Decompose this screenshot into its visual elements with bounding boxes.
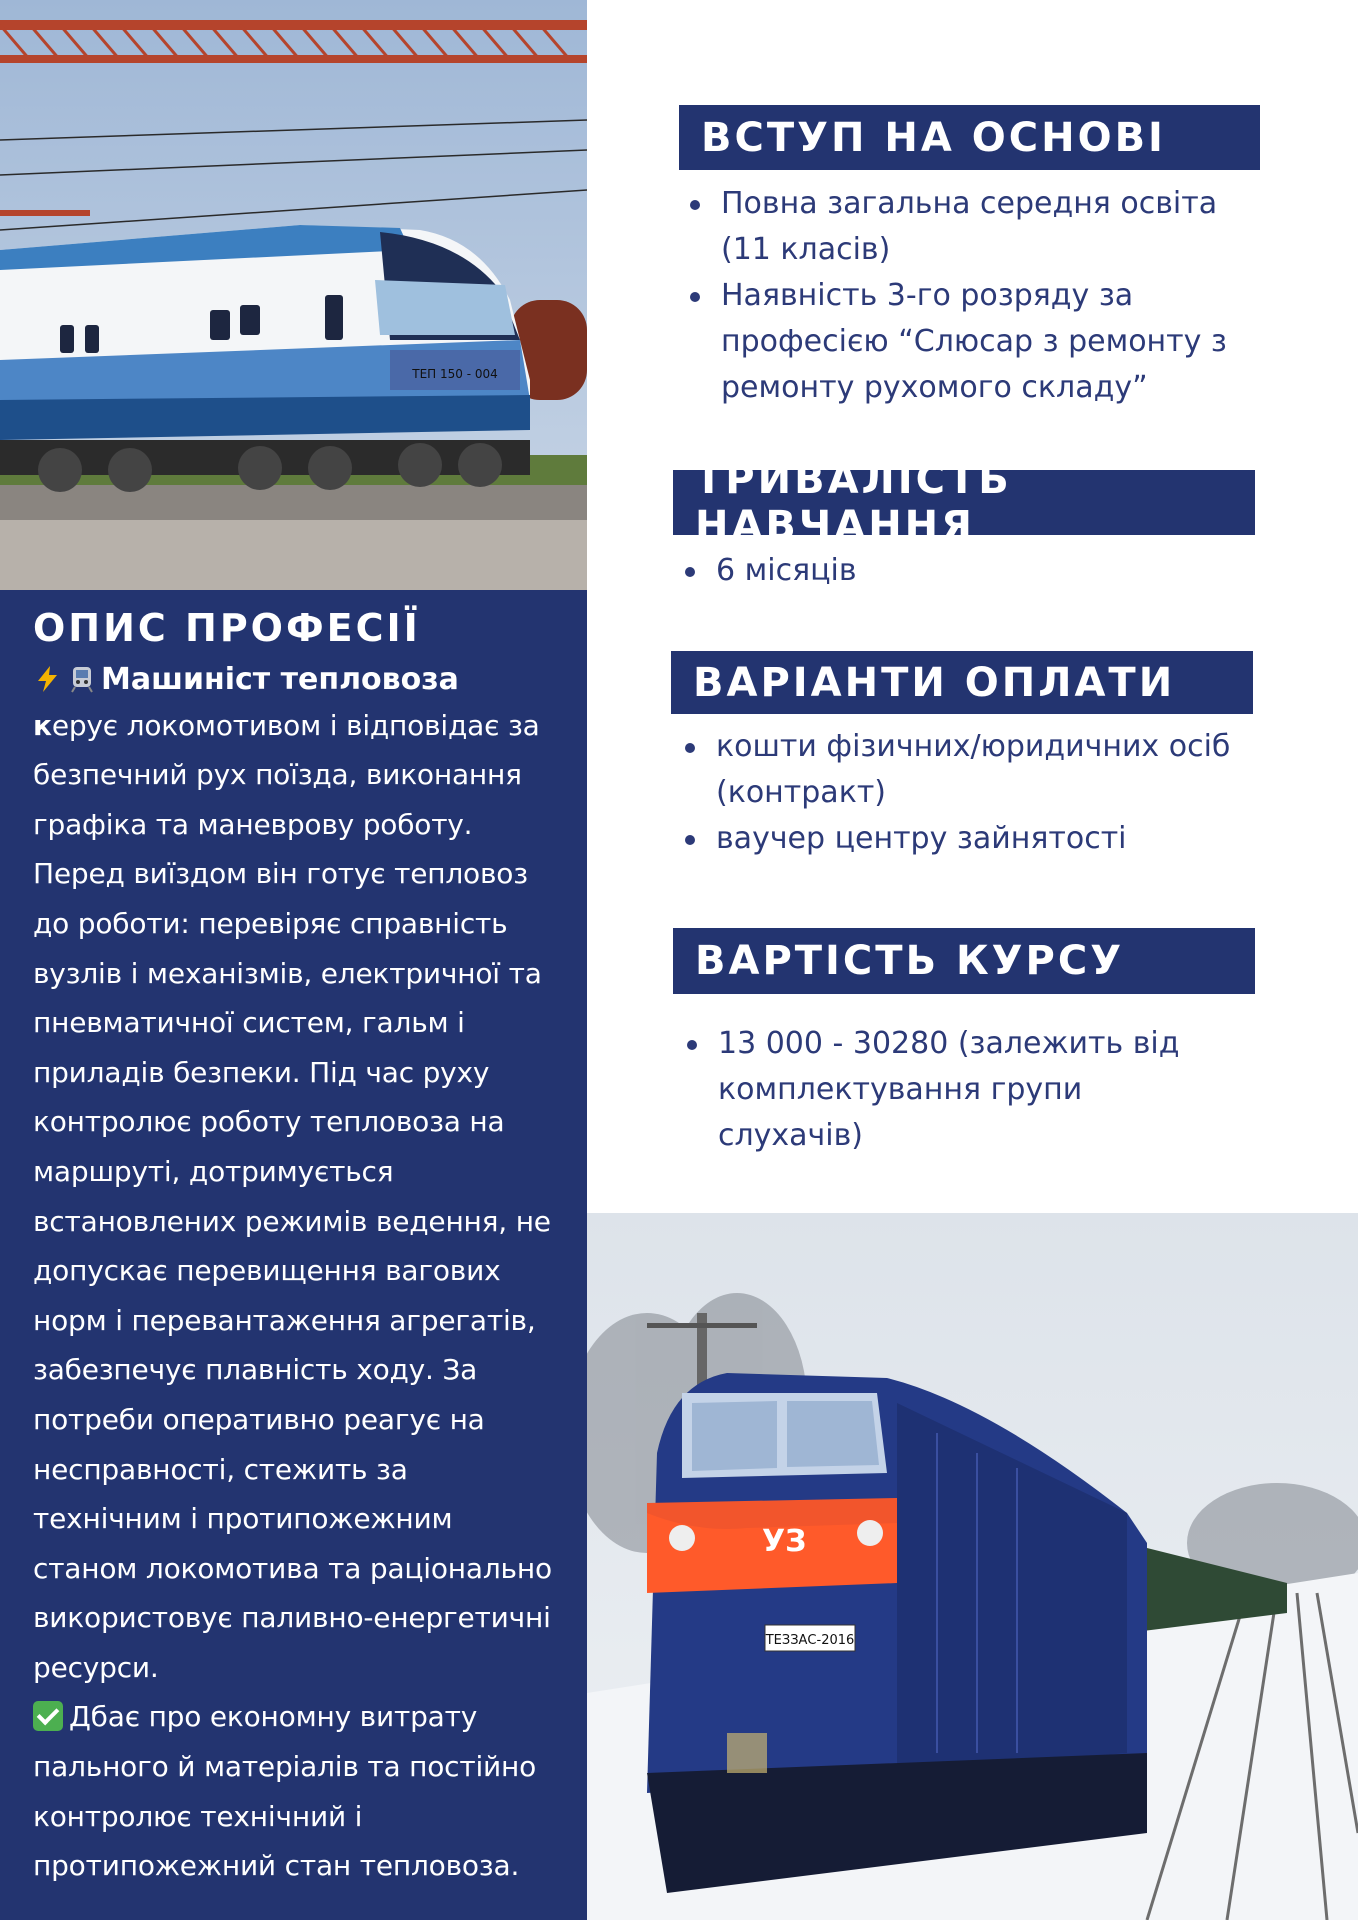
description-subtitle-text: Машиніст тепловоза xyxy=(101,661,459,697)
plate-bottom: ТЕЗЗАС-2016 xyxy=(765,1633,855,1648)
admission-title: ВСТУП НА ОСНОВІ xyxy=(701,114,1166,161)
list-item: 13 000 - 30280 (залежить від комплектування групи слухачів) xyxy=(680,1021,1220,1159)
list-item: кошти фізичних/юридичних осіб (контракт) xyxy=(678,724,1258,816)
description-title: ОПИС ПРОФЕСІЇ xyxy=(33,606,421,650)
description-check-note: Дбає про економну витрату пального й матеріалів та постійно контролює технічний і протипожежний стан тепловоза. xyxy=(33,1700,537,1883)
lightning-icon xyxy=(33,664,63,694)
description-first-letter: к xyxy=(33,708,52,742)
duration-list xyxy=(678,548,1238,594)
locomotive-photo-top xyxy=(0,0,587,590)
duration-title: ТРИВАЛІСТЬ НАВЧАННЯ xyxy=(695,456,1012,549)
list-item: ваучер центру зайнятості xyxy=(678,816,1258,862)
uz-logo-text: УЗ xyxy=(762,1524,807,1559)
admission-list xyxy=(683,181,1243,411)
admission-header xyxy=(679,105,1260,170)
cost-list xyxy=(680,1021,1220,1159)
list-item: Наявність 3-го розряду за професією “Слюсар з ремонту з ремонту рухомого складу” xyxy=(683,273,1243,411)
list-item: Повна загальна середня освіта (11 класів) xyxy=(683,181,1243,273)
check-icon xyxy=(33,1701,63,1731)
description-body xyxy=(33,701,563,1891)
duration-header xyxy=(673,456,1255,549)
description-body-text: ерує локомотивом і відповідає за безпечний рух поїзда, виконання графіка та маневрову роботу. Перед виїздом він готує тепловоз до роботи: перевіряє справність вузлів і механізмів, електричної та пневматичної систем, гальм і приладів безпеки. Під час руху контролює роботу тепловоза на маршруті, дотримується встановлених режимів ведення, не допускає перевищення вагових норм і перевантаження агрегатів, забезпечує плавність ходу. За потреби оперативно реагує на несправності, стежить за технічним і протипожежним станом локомотива та раціонально використовує паливно-енергетичні ресурси. xyxy=(33,708,552,1684)
description-subtitle xyxy=(33,660,563,699)
plate-top: ТЕП 150 - 004 xyxy=(412,367,498,381)
list-item: 6 місяців xyxy=(678,548,1238,594)
train-icon xyxy=(67,664,97,694)
profession-description xyxy=(33,606,563,1891)
payment-header xyxy=(671,651,1253,714)
cost-header xyxy=(673,928,1255,994)
payment-list xyxy=(678,724,1258,862)
cost-title: ВАРТІСТЬ КУРСУ xyxy=(695,938,1125,984)
payment-title: ВАРІАНТИ ОПЛАТИ xyxy=(693,659,1176,706)
locomotive-photo-bottom xyxy=(587,1213,1358,1920)
